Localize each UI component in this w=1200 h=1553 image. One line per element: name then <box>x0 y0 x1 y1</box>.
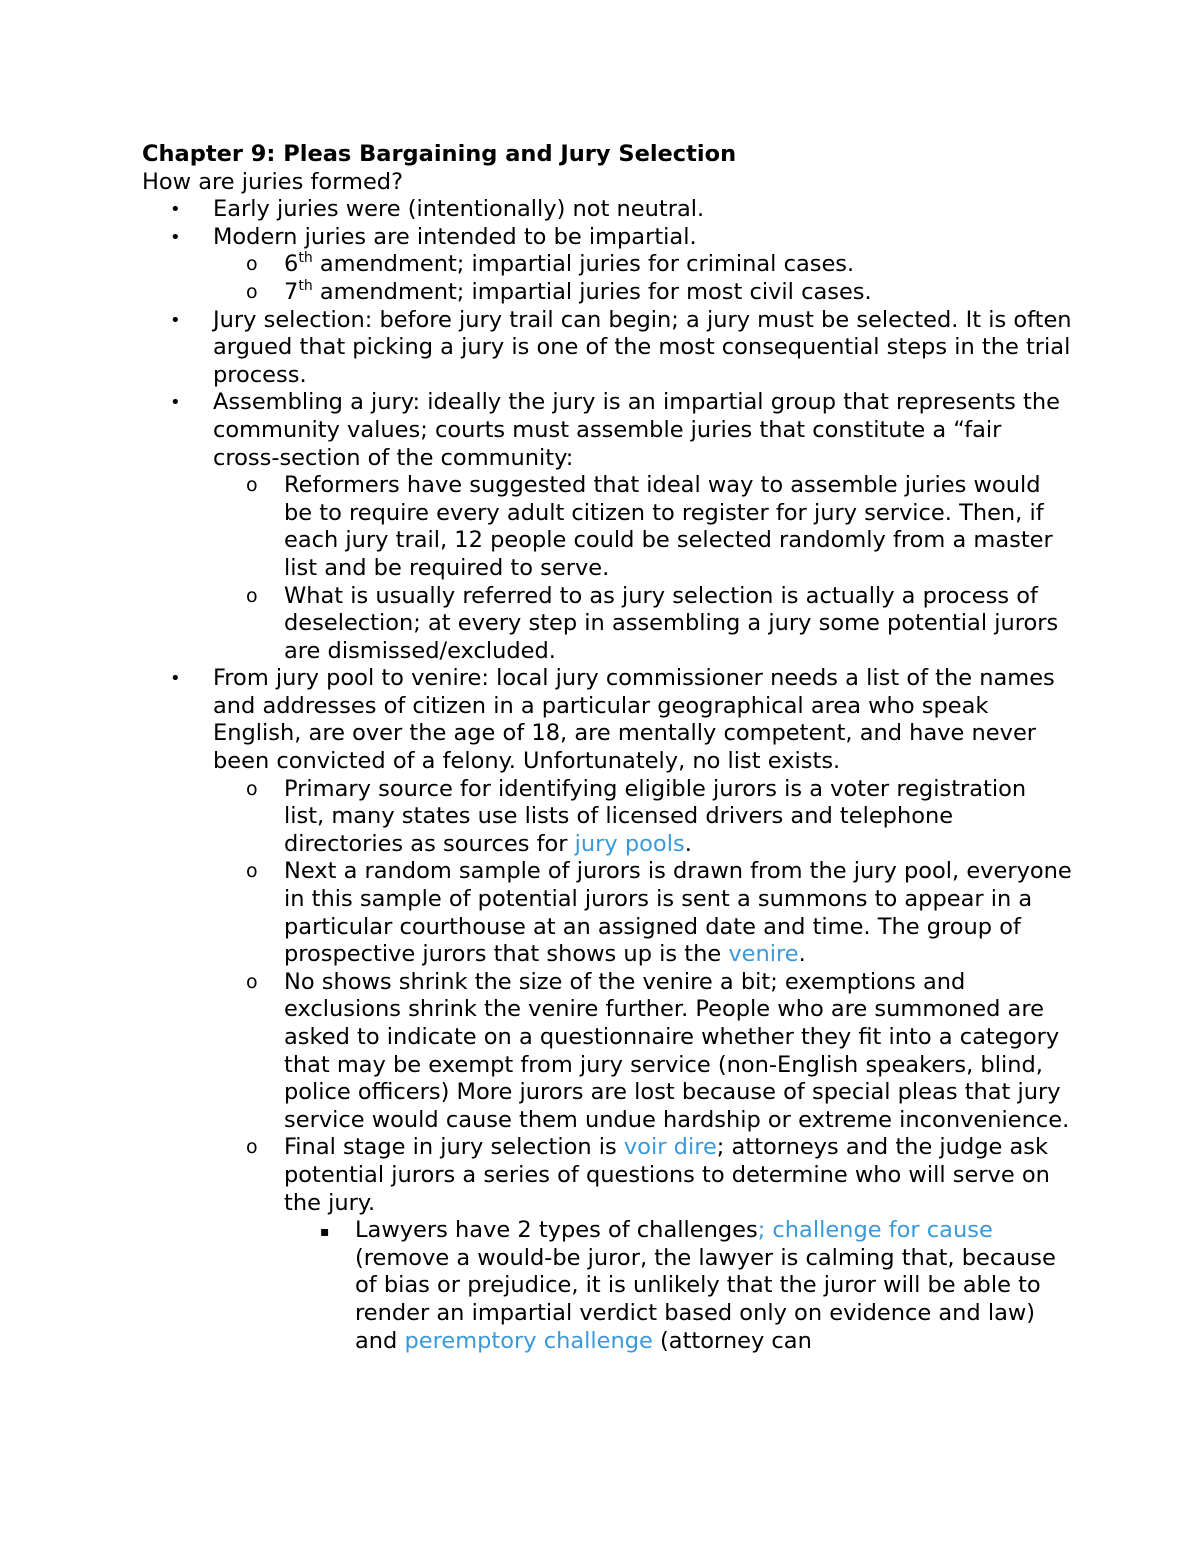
term-peremptory-challenge: peremptory challenge <box>404 1327 653 1354</box>
item-text: Modern juries are intended to be impartial. <box>213 223 697 250</box>
sub-list <box>213 251 1072 306</box>
term-jury-pools: jury pools <box>574 830 685 857</box>
term-venire: venire <box>728 941 799 968</box>
list-item <box>142 665 1072 1355</box>
item-text: amendment; impartial juries for criminal cases. <box>312 251 855 278</box>
item-text: Next a random sample of jurors is drawn from the jury pool, everyone in this sample of potential jurors is sent a summons to appear in a particular courthouse at an assigned date and time. The group of prospective jurors that shows up is the <box>284 858 1072 968</box>
item-text: Lawyers have 2 types of challenges <box>355 1217 758 1244</box>
item-text-end: . <box>684 830 692 857</box>
item-text: Primary source for identifying eligible jurors is a voter registration list, many states use lists of licensed drivers and telephone directories as sources for <box>284 775 1027 857</box>
item-text-end: . <box>798 941 806 968</box>
sub-marker: o <box>246 584 258 607</box>
sub-list-item <box>213 858 1072 968</box>
sub-list-item <box>213 969 1072 1135</box>
item-text-end: (attorney can <box>652 1327 812 1354</box>
item-text-end: ; attorneys and the judge ask potential jurors a series of questions to determine who will serve on the jury. <box>284 1134 1050 1216</box>
bullet-marker: • <box>170 309 181 331</box>
list-item <box>142 389 1072 665</box>
item-text: Assembling a jury: ideally the jury is an impartial group that represents the community values; courts must assemble juries that constitute a “fair cross-section of the community: <box>213 389 1060 471</box>
sub-list-item <box>213 279 1072 307</box>
list-item <box>142 307 1072 390</box>
sub-list <box>213 776 1072 1355</box>
item-text: What is usually referred to as jury selection is actually a process of deselection; at every step in assembling a jury some potential jurors are dismissed/excluded. <box>284 582 1059 664</box>
sub-marker: o <box>246 253 258 276</box>
sub-marker: o <box>246 860 258 883</box>
sub-list-item <box>213 583 1072 666</box>
sub-list-item <box>213 776 1072 859</box>
item-text: Jury selection: before jury trail can begin; a jury must be selected. It is often argued that picking a jury is one of the most consequential steps in the trial process. <box>213 306 1072 388</box>
chapter-title: Chapter 9: Pleas Bargaining and Jury Selection <box>142 141 737 167</box>
square-marker: ▪ <box>320 1224 330 1241</box>
bullet-marker: • <box>170 668 181 690</box>
sub-list <box>213 472 1072 665</box>
sub-marker: o <box>246 777 258 800</box>
bullet-list <box>142 196 1072 1355</box>
item-text: Reformers have suggested that ideal way to assemble juries would be to require every adult citizen to register for jury service. Then, if each jury trail, 12 people could be selected randomly from a master list and be required to serve. <box>284 472 1053 581</box>
section-question: How are juries formed? <box>142 168 404 195</box>
ordinal-suffix: th <box>298 277 313 294</box>
item-text: Final stage in jury selection is <box>284 1134 624 1161</box>
item-text: No shows shrink the size of the venire a bit; exemptions and exclusions shrink the venire further. People who are summoned are asked to indicate on a questionnaire whether they fit into a category that may be exempt from jury service (non-English speakers, blind, police officers) More jurors are lost because of special pleas that jury service would cause them undue hardship or extreme inconvenience. <box>284 968 1070 1133</box>
ordinal-suffix: th <box>298 250 313 267</box>
bullet-marker: • <box>170 199 181 221</box>
sub-list-item <box>213 251 1072 279</box>
term-challenge-for-cause: ; challenge for cause <box>757 1217 993 1244</box>
amendment-number: 6 <box>284 251 299 278</box>
sub-marker: o <box>246 970 258 993</box>
item-text: From jury pool to venire: local jury commissioner needs a list of the names and addresses of citizen in a particular geographical area who speak English, are over the age of 18, are mentally competent, and have never been convicted of a felony. Unfortunately, no list exists. <box>213 665 1055 775</box>
term-voir-dire: voir dire <box>623 1134 717 1161</box>
item-text: amendment; impartial juries for most civil cases. <box>312 278 872 305</box>
list-item <box>142 224 1072 307</box>
sub-list-item <box>213 472 1072 582</box>
document-page <box>142 141 1072 1355</box>
sub-marker: o <box>246 1136 258 1159</box>
sub-sub-list <box>284 1217 1072 1355</box>
sub-sub-list-item <box>284 1217 1072 1355</box>
list-item <box>142 196 1072 224</box>
sub-marker: o <box>246 280 258 303</box>
amendment-number: 7 <box>284 278 299 305</box>
item-text-middle: (remove a would-be juror, the lawyer is calming that, because of bias or prejudice, it is unlikely that the juror will be able to render an impartial verdict based only on evidence and law) and <box>355 1244 1056 1354</box>
item-text: Early juries were (intentionally) not neutral. <box>213 196 705 223</box>
bullet-marker: • <box>170 392 181 414</box>
sub-marker: o <box>246 474 258 497</box>
bullet-marker: • <box>170 226 181 248</box>
sub-list-item <box>213 1134 1072 1355</box>
